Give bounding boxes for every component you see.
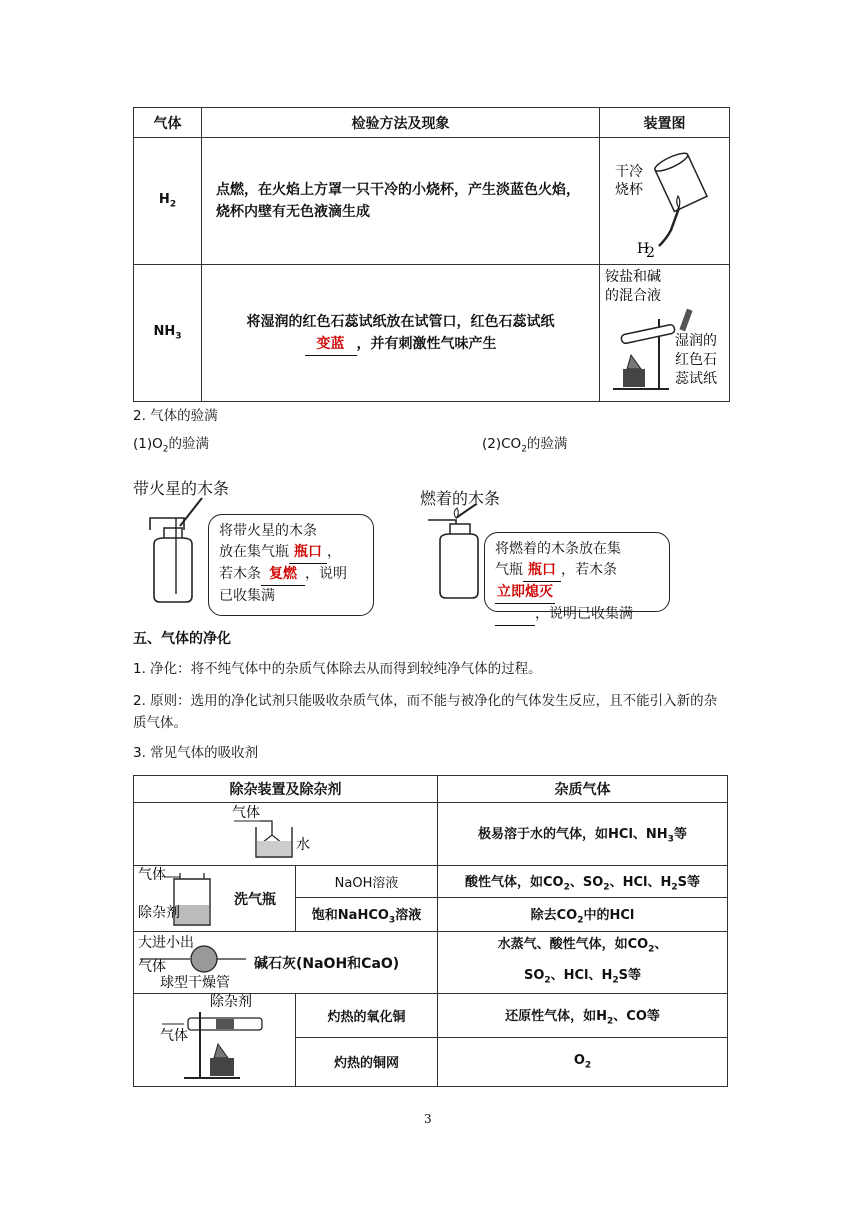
heated-tube-figure [140, 994, 290, 1082]
row2-gas2: 除去$CO_2$中的HCl [438, 898, 728, 932]
fig2-gas-label: 气体 [138, 866, 166, 883]
co2-answer-extinguish: 立即熄灭 [497, 584, 553, 600]
label-mixture: 的混合液 [604, 288, 661, 304]
fig-beaker-cell [134, 803, 438, 866]
section5-p3: 3. 常见气体的吸收剂 [133, 745, 259, 761]
test-tube-heating-figure [601, 265, 729, 397]
fig-drying-tube-cell [134, 932, 438, 994]
header-impurity: 杂质气体 [438, 776, 728, 803]
wash-bottle-figure [134, 867, 234, 931]
co2-caption: 燃着的木条 [420, 489, 501, 508]
section2-title: 2. 气体的验满 [133, 408, 218, 424]
row4-reagent1: 灼热的氧化铜 [296, 994, 438, 1037]
row4-gas2: $O_2$ [438, 1037, 728, 1087]
fig4-gas-label: 气体 [159, 1028, 188, 1045]
co2-bubble: 将燃着的木条放在集 气瓶 瓶口 ，若木条立即熄灭 ，说明已收集满 [484, 532, 670, 612]
h2-label: H [636, 241, 649, 257]
fig4-reagent-label: 除杂剂 [209, 994, 252, 1011]
wash-bottle-label: 洗气瓶 [234, 891, 276, 908]
figure-nh3 [600, 265, 730, 402]
method-nh3: 将湿润的红色石蕊试纸放在试管口，红色石蕊试纸 变蓝 ，并有刺激性气味产生 [202, 265, 600, 402]
row2-gas1: 酸性气体，如$CO_2$、$SO_2$、HCl、$H_2S$等 [438, 866, 728, 898]
row2-reagent1: NaOH溶液 [296, 866, 438, 898]
fig-heated-tube-cell [134, 994, 296, 1087]
absorbent-table [133, 775, 728, 1087]
fig1-gas-label: 气体 [231, 805, 260, 821]
header-method: 检验方法及现象 [202, 108, 600, 138]
co2-answer-mouth: 瓶口 [528, 562, 556, 578]
inverted-funnel-figure [226, 803, 346, 861]
o2-bubble: 将带火星的木条 放在集气瓶 瓶口 ， 若木条 复燃 ，说明 已收集满 [208, 514, 374, 616]
fig3-gas-label: 气体 [138, 958, 166, 975]
gas-h2: $H_2$ [134, 138, 202, 265]
h2-label-sub: 2 [645, 245, 655, 260]
dry-cold-label: 干冷 [614, 164, 643, 180]
section5-title: 五、气体的净化 [133, 631, 231, 647]
o2-answer-rekindle: 复燃 [269, 566, 297, 582]
soda-lime-label: 碱石灰(NaOH和CaO) [254, 955, 400, 972]
row1-gas: 极易溶于水的气体，如HCl、$NH_3$等 [438, 803, 728, 866]
section5-p1: 1. 净化：将不纯气体中的杂质气体除去从而得到较纯净气体的过程。 [133, 661, 542, 677]
row4-reagent2: 灼热的铜网 [296, 1037, 438, 1087]
label-paper: 蕊试纸 [674, 371, 717, 387]
header-device: 除杂装置及除杂剂 [134, 776, 438, 803]
co2-subtitle: $(2)CO_2$的验满 [482, 436, 568, 455]
label-red-litmus: 红色石 [674, 352, 717, 368]
header-gas: 气体 [134, 108, 202, 138]
fig3-tube-label: 球型干燥管 [160, 974, 230, 991]
beaker-label: 烧杯 [614, 182, 643, 198]
label-wet: 湿润的 [674, 333, 717, 349]
fig1-water-label: 水 [295, 837, 310, 853]
gas-nh3: $NH_3$ [134, 265, 202, 402]
o2-subtitle: $(1)O_2$的验满 [133, 436, 209, 455]
label-ammonium: 铵盐和碱 [604, 269, 661, 285]
drying-tube-figure [134, 935, 254, 991]
fig2-reagent-label: 除杂剂 [138, 904, 180, 921]
o2-caption: 带火星的木条 [133, 479, 230, 498]
beaker-over-flame-figure [601, 138, 729, 260]
section5-p2: 2. 原则：选用的净化试剂只能吸收杂质气体，而不能与被净化的气体发生反应，且不能引入新的杂质气体。 [133, 693, 718, 731]
row2-reagent2: 饱和NaHCO$_3$溶液 [296, 898, 438, 932]
figure-h2 [600, 138, 730, 265]
o2-answer-mouth: 瓶口 [294, 544, 322, 560]
row4-gas1: 还原性气体，如$H_2$、CO等 [438, 994, 728, 1037]
header-figure: 装置图 [600, 108, 730, 138]
row3-gas: 水蒸气、酸性气体，如$CO_2$、 $SO_2$、HCl、$H_2S$等 [438, 932, 728, 994]
fig3-inout-label: 大进小出 [138, 934, 194, 951]
page-number: 3 [424, 1112, 432, 1126]
method-h2: 点燃，在火焰上方罩一只干冷的小烧杯，产生淡蓝色火焰，烧杯内壁有无色液滴生成 [202, 138, 600, 265]
gas-test-table [133, 107, 730, 402]
fig-wash-bottle-cell [134, 866, 296, 932]
nh3-answer: 变蓝 [316, 335, 345, 352]
